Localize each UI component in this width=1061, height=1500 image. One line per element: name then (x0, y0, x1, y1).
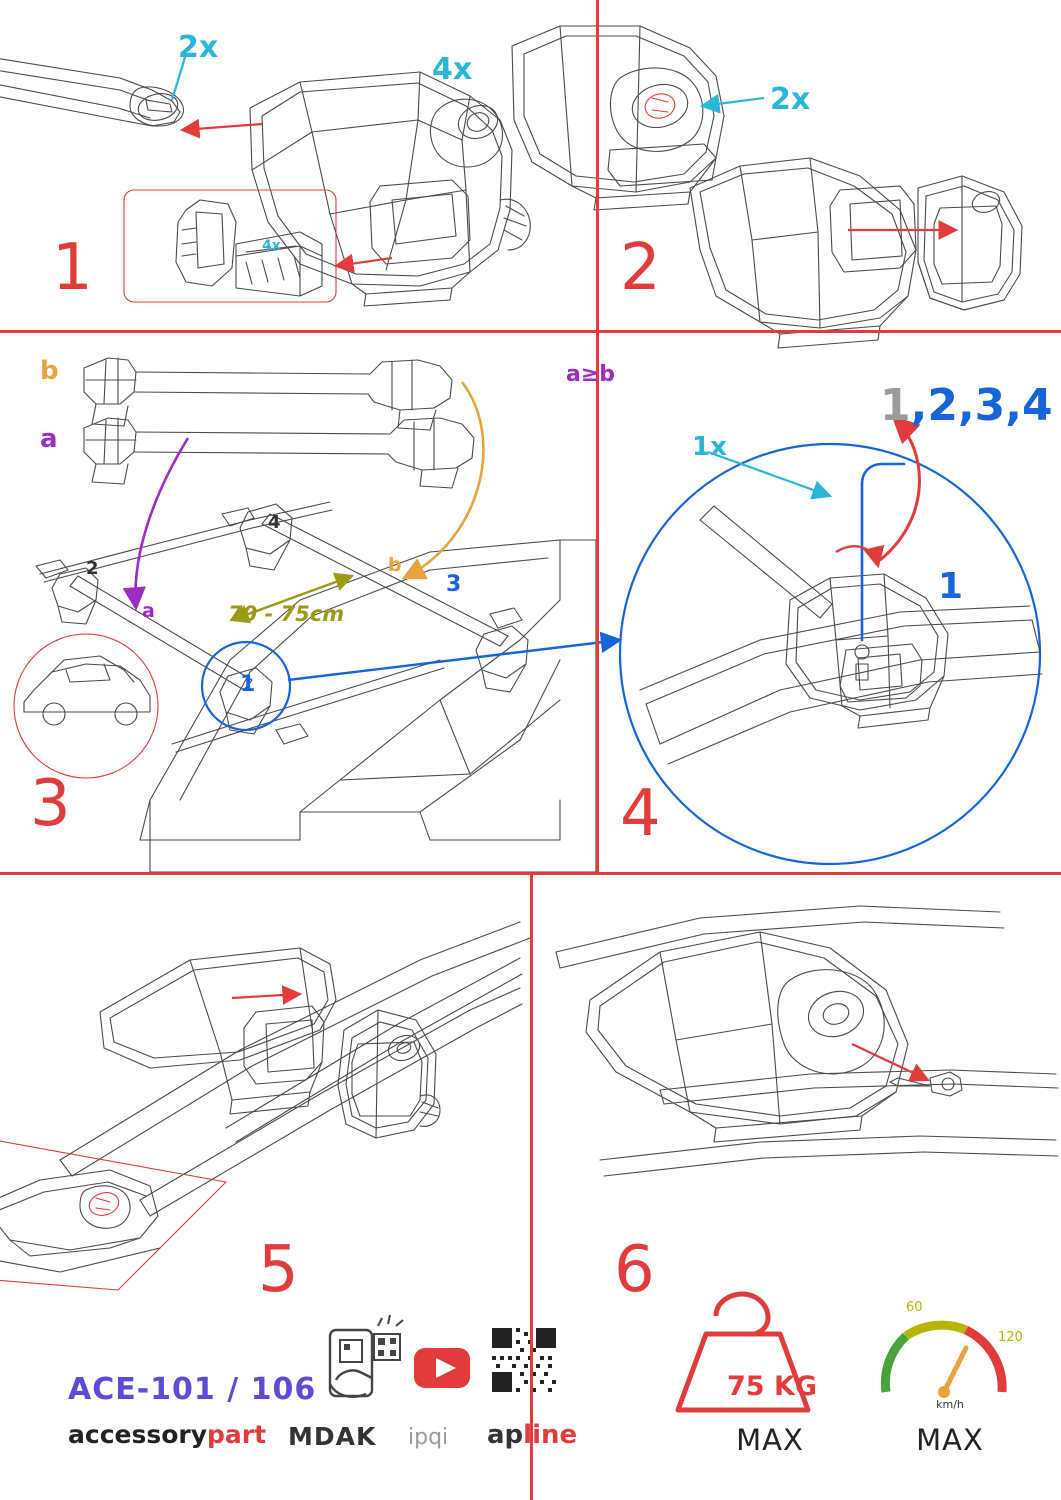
arrow-2x-lock (702, 98, 764, 106)
step6-scene (556, 906, 1058, 1176)
arrow-key-to-lock (852, 1044, 928, 1080)
section-divider-1 (0, 330, 1061, 333)
step-number-2: 2 (620, 231, 661, 305)
step1-inset-detail (124, 190, 336, 302)
step3-car-direction-inset (14, 634, 158, 778)
arrow-bar-to-foot (182, 124, 262, 130)
step-number-6: 6 (614, 1233, 655, 1307)
step2-lock-cylinder (512, 26, 724, 210)
brand-mdak: MDAK (288, 1422, 377, 1451)
label-step4-qty-1x: 1x (692, 432, 727, 462)
qr-code (492, 1328, 556, 1392)
step3-car-roof-scene (36, 502, 596, 872)
brand-accessorypart-part1: accessory (68, 1420, 208, 1449)
step-number-5: 5 (258, 1233, 299, 1307)
arrow-tighten-order (880, 418, 919, 560)
arrow-slide-endcap (232, 994, 300, 998)
label-tighten-order (880, 380, 1053, 431)
brand-accessorypart-part2: part (207, 1420, 267, 1449)
weight-limit-value: 75 KG (726, 1371, 818, 1402)
label-foot-1: 1 (240, 672, 256, 697)
step1-foot-assembly (250, 72, 530, 306)
arrow-bar-b-to-roof (404, 382, 483, 578)
speed-limit-caption: MAX (916, 1423, 984, 1457)
label-distance: 70 - 75cm (228, 602, 345, 626)
brand-ipqi: ipqi (408, 1425, 449, 1450)
step2-foot-and-bracket (690, 158, 1022, 348)
label-foot-3: 3 (446, 572, 462, 597)
scan-qr-icon (330, 1315, 403, 1397)
step1-bar-profile (0, 58, 184, 126)
brand-accessorypart (68, 1420, 266, 1449)
label-roof-b: b (388, 554, 402, 576)
label-step1-inset-qty-4x: 4x (262, 238, 281, 254)
label-tighten-order-first: 1 (880, 380, 911, 431)
step-number-3: 3 (30, 767, 71, 841)
label-bar-a: a (40, 424, 58, 454)
brand-apline (487, 1420, 577, 1450)
label-foot-2: 2 (86, 558, 99, 579)
speed-unit-label: km/h (936, 1398, 964, 1411)
brand-apline-part1: ap (487, 1420, 524, 1450)
label-foot-4: 4 (268, 512, 281, 533)
speed-limit-gauge (885, 1325, 1002, 1398)
gauge-max-tick: 120 (998, 1330, 1023, 1345)
step5-scene (60, 922, 530, 1216)
youtube-icon (414, 1348, 470, 1388)
step3-bar-b (84, 358, 452, 430)
label-step2-qty-2x: 2x (770, 82, 811, 117)
brand-apline-part2: line (523, 1420, 578, 1450)
gauge-min-tick: 60 (906, 1300, 923, 1315)
arrow-inset-to-foot (336, 258, 392, 266)
column-divider-3 (530, 875, 533, 1500)
model-code: ACE-101 / 106 (68, 1372, 317, 1407)
step-number-1: 1 (52, 231, 93, 305)
step5-inset-detail (0, 1140, 226, 1290)
label-step1-qty-4x: 4x (432, 52, 473, 87)
label-step1-qty-2x: 2x (178, 30, 219, 65)
column-divider-1 (596, 0, 599, 330)
footer-icons (330, 1294, 1002, 1410)
label-condition-a-ge-b: a≥b (566, 362, 616, 387)
weight-limit-caption: MAX (736, 1423, 804, 1457)
label-roof-a: a (142, 600, 155, 622)
label-step4-arrow-1: 1 (938, 566, 964, 607)
arrow-rotate (836, 546, 878, 566)
arrow-zoom-to-step4 (288, 640, 620, 680)
step4-detail-circle (620, 444, 1042, 864)
column-divider-2 (596, 333, 599, 872)
label-tighten-order-rest: ,2,3,4 (910, 380, 1053, 431)
step-number-4: 4 (620, 777, 661, 851)
arrow-bar-a-to-roof (135, 438, 188, 608)
step3-bar-a (84, 418, 474, 488)
label-bar-b: b (40, 356, 59, 386)
